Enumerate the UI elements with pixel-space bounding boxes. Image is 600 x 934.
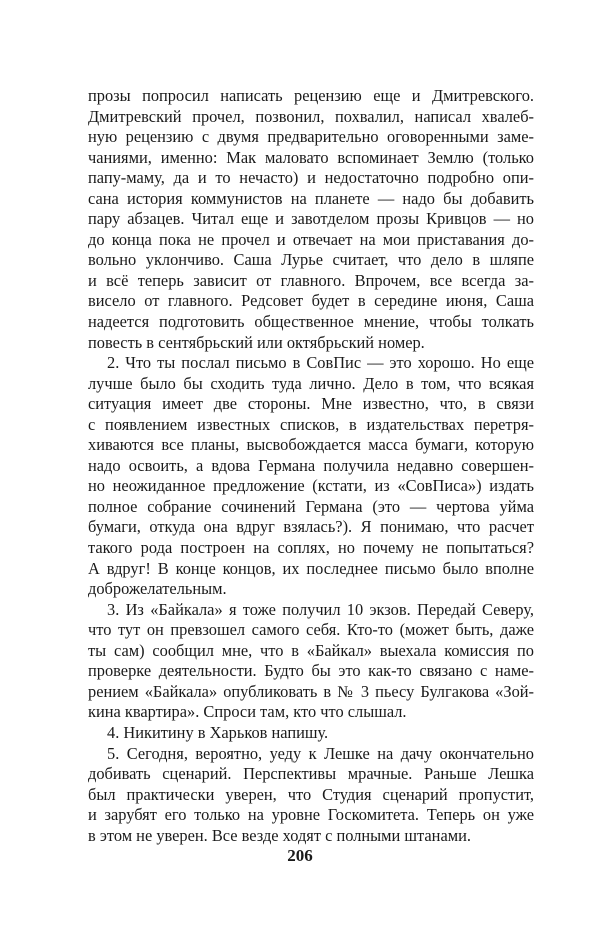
text-line: и всё теперь зависит от главного. Впрочем, все всегда за- xyxy=(88,270,534,290)
text-line: до конца пока не прочел и отвечает на мои приставания до- xyxy=(88,229,534,249)
text-line: ты сам) сообщил мне, что в «Байкал» выехала комиссия по xyxy=(88,640,534,660)
page-body xyxy=(88,86,534,846)
text-line: надо освоить, а вдова Германа получила недавно совершен- xyxy=(88,455,534,475)
text-line: пару абзацев. Читал еще и завотделом прозы Кривцов — но xyxy=(88,209,534,229)
text-line: проверке деятельности. Будто бы это как-то связано с наме- xyxy=(88,661,534,681)
text-line: с появлением известных списков, в издательствах перетря- xyxy=(88,414,534,434)
text-line: хиваются все планы, высвобождается масса бумаги, которую xyxy=(88,435,534,455)
text-line: что тут он превзошел самого себя. Кто-то (может быть, даже xyxy=(88,620,534,640)
text-line: прозы попросил написать рецензию еще и Дмитревского. xyxy=(88,86,534,105)
text-line: висело от главного. Редсовет будет в середине июня, Саша xyxy=(88,291,534,311)
text-line: бумаги, откуда она вдруг взялась?). Я понимаю, что расчет xyxy=(88,517,534,537)
text-line: 5. Сегодня, вероятно, уеду к Лешке на дачу окончательно xyxy=(107,743,534,763)
text-line: повесть в сентябрьский или октябрьский номер. xyxy=(88,332,425,352)
text-line: добивать сценарий. Перспективы мрачные. Раньше Лешка xyxy=(88,764,534,784)
text-line: 4. Никитину в Харьков напишу. xyxy=(107,722,329,742)
text-line: кина квартира». Спроси там, кто что слышал. xyxy=(88,702,407,722)
text-line: доброжелательным. xyxy=(88,579,227,599)
text-line: чаниями, именно: Мак маловато вспоминает Землю (только xyxy=(88,147,534,167)
text-line: в этом не уверен. Все везде ходят с полными штанами. xyxy=(88,825,471,845)
text-line: вольно уклончиво. Саша Лурье считает, что дело в шляпе xyxy=(88,250,534,270)
text-line: полное собрание сочинений Германа (это — чертова уйма xyxy=(88,496,534,516)
text-line: рением «Байкала» опубликовать в № 3 пьесу Булгакова «Зой- xyxy=(88,681,534,701)
text-line: 3. Из «Байкала» я тоже получил 10 экзов. Передай Северу, xyxy=(107,599,534,619)
text-line: ситуация имеет две стороны. Мне известно, что, в связи xyxy=(88,394,534,414)
text-line: но неожиданное предложение (кстати, из «СовПиса») издать xyxy=(88,476,534,496)
page-number: 206 xyxy=(287,846,313,865)
text-line: ную рецензию с двумя предварительно оговоренными заме- xyxy=(88,127,534,147)
text-line: 2. Что ты послал письмо в СовПис — это хорошо. Но еще xyxy=(107,353,534,373)
text-line: сана история коммунистов на планете — надо бы добавить xyxy=(88,188,534,208)
text-line: и зарубят его только на уровне Госкомитета. Теперь он уже xyxy=(88,805,534,825)
text-line: папу-маму, да и то нечасто) и недостаточно подробно опи- xyxy=(88,168,534,188)
text-line: лучше было бы сходить туда лично. Дело в том, что всякая xyxy=(88,373,534,393)
text-line: такого рода построен на соплях, но почему не попытаться? xyxy=(88,538,534,558)
text-line: надеется подготовить общественное мнение, чтобы толкать xyxy=(88,312,534,332)
text-line: был практически уверен, что Студия сценарий пропустит, xyxy=(88,784,534,804)
text-line: Дмитревский прочел, позвонил, похвалил, написал хвалеб- xyxy=(88,106,534,126)
text-line: А вдруг! В конце концов, их последнее письмо было вполне xyxy=(88,558,534,578)
